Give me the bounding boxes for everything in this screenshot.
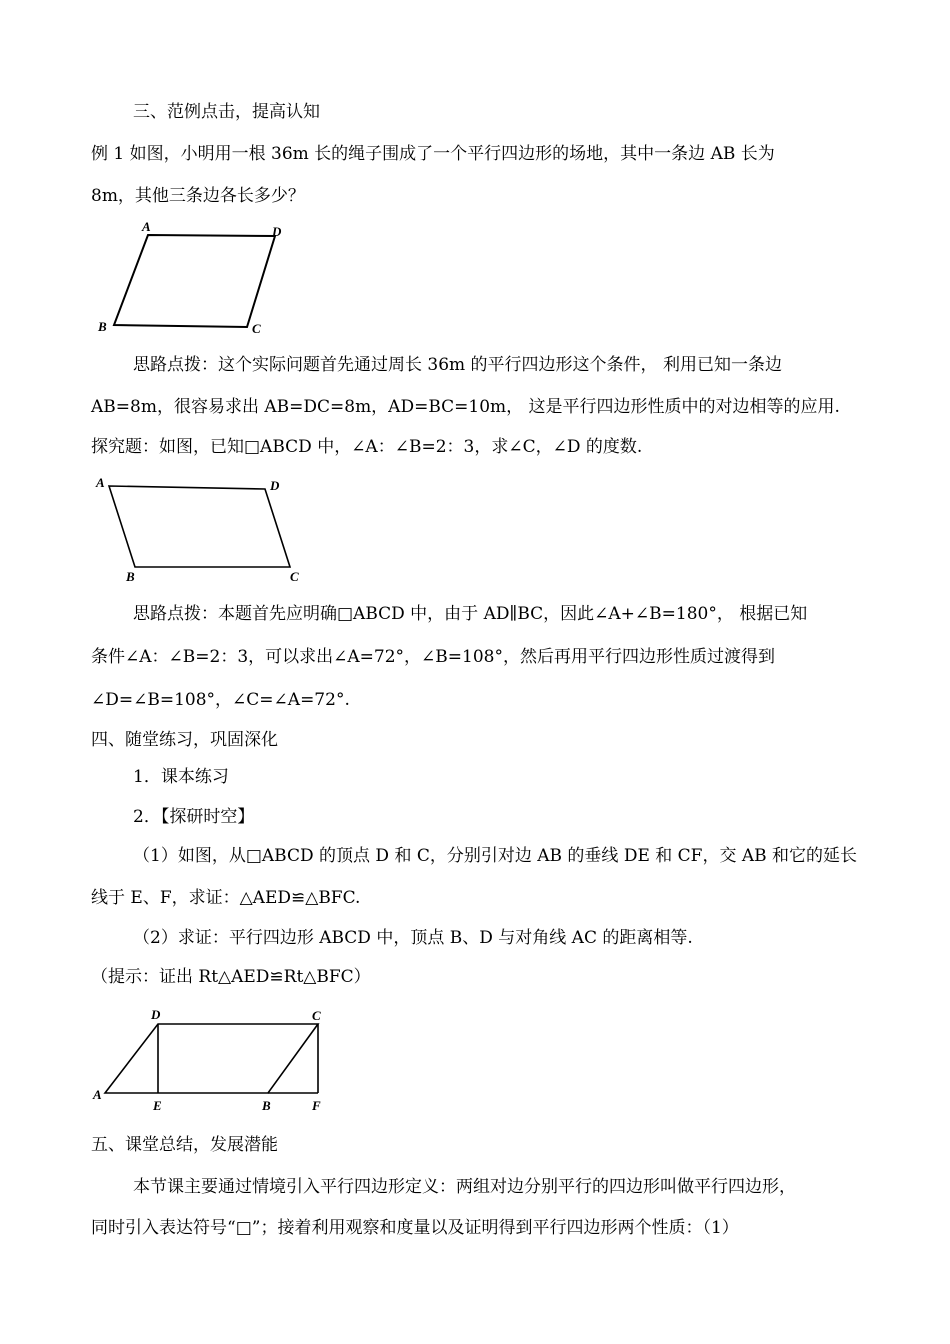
- example-1-line-2: 8m，其他三条边各长多少？: [91, 186, 305, 206]
- problem-1-line-1: （1）如图，从□ABCD 的顶点 D 和 C，分别引对边 AB 的垂线 DE 和 CF，交 AB 和它的延长: [133, 846, 858, 866]
- fig1-label-a: A: [142, 219, 151, 234]
- fig3-label-b: B: [262, 1098, 271, 1113]
- fig2-label-b: B: [126, 569, 135, 584]
- hint-2-line-2: 条件∠A：∠B=2：3，可以求出∠A=72°，∠B=108°，然后再用平行四边形性质过渡得到: [91, 647, 775, 667]
- problem-2: （2）求证：平行四边形 ABCD 中，顶点 B、D 与对角线 AC 的距离相等.: [133, 928, 693, 948]
- section-3-heading: 三、范例点击，提高认知: [133, 102, 320, 122]
- fig1-label-c: C: [252, 321, 261, 336]
- hint-2-line-3: ∠D=∠B=108°，∠C=∠A=72°.: [91, 690, 350, 710]
- fig3-label-d: D: [151, 1007, 161, 1022]
- exploration-problem: 探究题：如图，已知□ABCD 中，∠A：∠B=2：3，求∠C，∠D 的度数.: [91, 437, 643, 457]
- hint-1-line-1: 思路点拨：这个实际问题首先通过周长 36m 的平行四边形这个条件， 利用已知一条边: [133, 355, 782, 375]
- fig2-label-d: D: [270, 478, 280, 493]
- exercise-2: 2．【探研时空】: [133, 807, 255, 827]
- exercise-1: 1．课本练习: [133, 767, 229, 787]
- summary-line-2: 同时引入表达符号“□”；接着利用观察和度量以及证明得到平行四边形两个性质：（1）: [91, 1218, 739, 1238]
- parallelogram-figure-1: [90, 218, 300, 338]
- parallelogram-figure-3: [90, 1000, 340, 1122]
- section-5-heading: 五、课堂总结，发展潜能: [91, 1135, 278, 1155]
- hint-note: （提示：证出 Rt△AED≌Rt△BFC）: [91, 967, 371, 987]
- fig1-label-b: B: [98, 319, 107, 334]
- problem-1-line-2: 线于 E、F，求证：△AED≌△BFC.: [91, 888, 361, 908]
- hint-1-line-2: AB=8m，很容易求出 AB=DC=8m，AD=BC=10m， 这是平行四边形性质中的对边相等的应用.: [91, 397, 840, 417]
- example-1-line-1: 例 1 如图，小明用一根 36m 长的绳子围成了一个平行四边形的场地，其中一条边 AB 长为: [91, 144, 775, 164]
- fig1-label-d: D: [272, 224, 282, 239]
- fig3-label-e: E: [153, 1098, 162, 1113]
- fig3-label-a: A: [93, 1087, 102, 1102]
- fig2-label-c: C: [290, 569, 299, 584]
- fig3-label-c: C: [312, 1008, 321, 1023]
- fig3-label-f: F: [312, 1098, 321, 1113]
- hint-2-line-1: 思路点拨：本题首先应明确□ABCD 中，由于 AD∥BC，因此∠A+∠B=180°， 根据已知: [133, 604, 808, 624]
- section-4-heading: 四、随堂练习，巩固深化: [91, 730, 278, 750]
- parallelogram-figure-2: [90, 472, 310, 590]
- fig2-label-a: A: [96, 475, 105, 490]
- summary-line-1: 本节课主要通过情境引入平行四边形定义：两组对边分别平行的四边形叫做平行四边形，: [133, 1177, 796, 1197]
